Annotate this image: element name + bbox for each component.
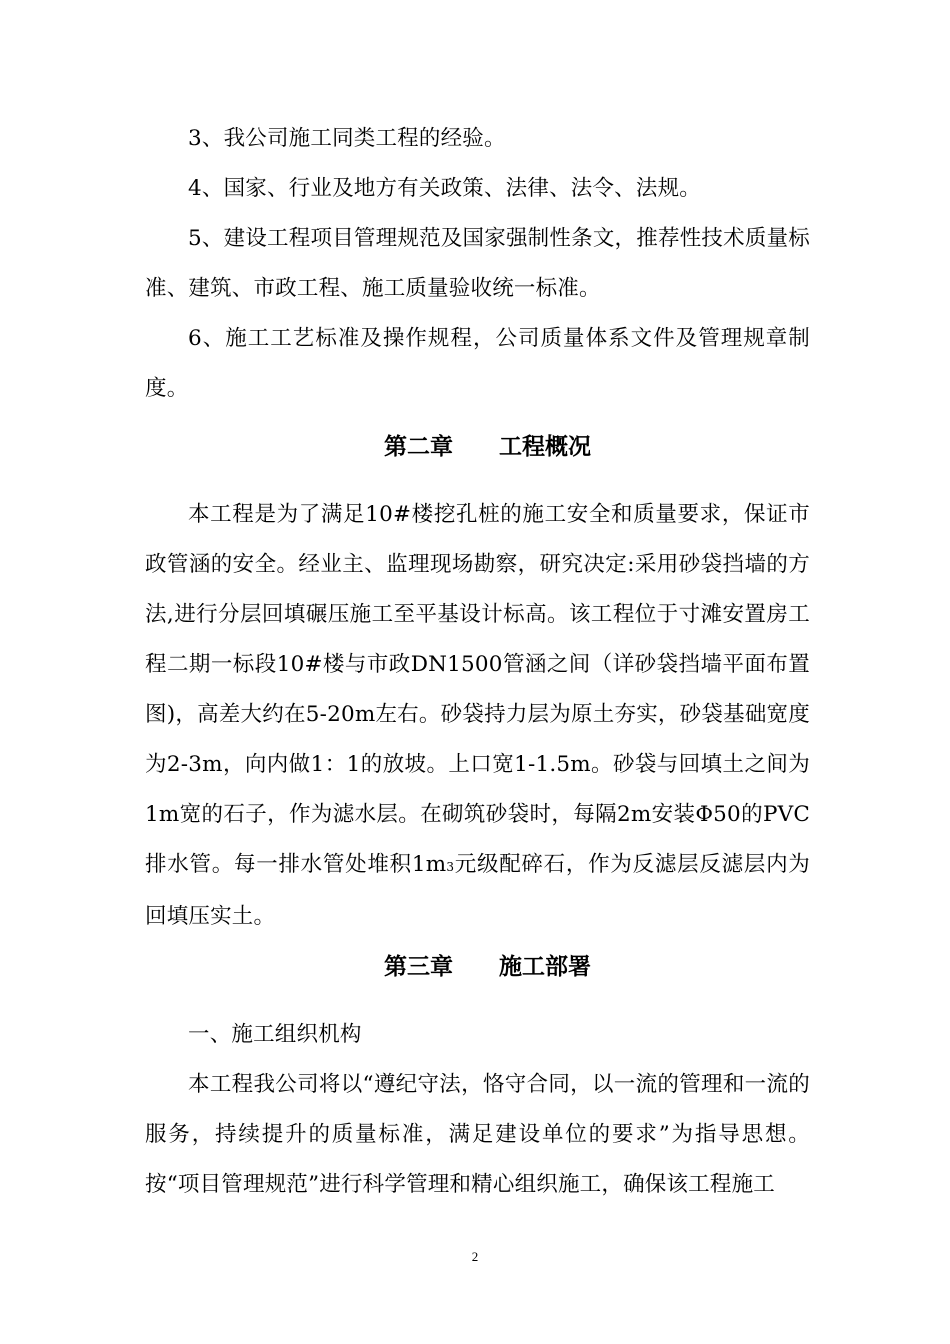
chapter-2-title: 第二章 工程概况 bbox=[384, 433, 591, 460]
cubic-superscript: 3 bbox=[446, 860, 455, 874]
paragraph-item-4: 4、国家、行业及地方有关政策、法律、法令、法规。 bbox=[188, 176, 701, 201]
paragraph-item-5: 5、建设工程项目管理规范及国家强制性条文，推荐性技术质量标准、建筑、市政工程、施工质量验收统一标准。 bbox=[145, 226, 810, 301]
chapter-3-body: 本工程我公司将以“遵纪守法，恪守合同，以一流的管理和一流的服务，持续提升的质量标准，满足建设单位的要求”为指导思想。按“项目管理规范”进行科学管理和精心组织施工，确保该工程施工 bbox=[145, 1072, 810, 1197]
chapter-2-body-text: 本工程是为了满足10#楼挖孔桩的施工安全和质量要求，保证市政管涵的安全。经业主、监理现场勘察，研究决定:采用砂袋挡墙的方法,进行分层回填碾压施工至平基设计标高。该工程位于寸滩安置房工程二期一标段10#楼与市政DN1500管涵之间（详砂袋挡墙平面布置图)，高差大约在5-20m左右。砂袋持力层为原土夯实，砂袋基础宽度为2-3m，向内做1：1的放坡。上口宽1-1.5m。砂袋与回填土之间为1m宽的石子，作为滤水层。在砌筑砂袋时，每隔2m安装Φ50的PVC排水管。每一排水管处堆积1m bbox=[145, 502, 810, 877]
chapter-2-body bbox=[145, 490, 810, 942]
paragraph-item-6: 6、施工工艺标准及操作规程，公司质量体系文件及管理规章制度。 bbox=[145, 326, 810, 401]
paragraph-item-3: 3、我公司施工同类工程的经验。 bbox=[188, 126, 506, 151]
page-number: 2 bbox=[471, 1249, 479, 1264]
chapter-3-section-title: 一、施工组织机构 bbox=[188, 1022, 362, 1047]
chapter-2-body-text-end: 元级配碎石，作为反滤层反滤层内为回填压实土。 bbox=[145, 852, 811, 929]
page-content bbox=[145, 114, 810, 1210]
chapter-3-title: 第三章 施工部署 bbox=[384, 953, 591, 980]
